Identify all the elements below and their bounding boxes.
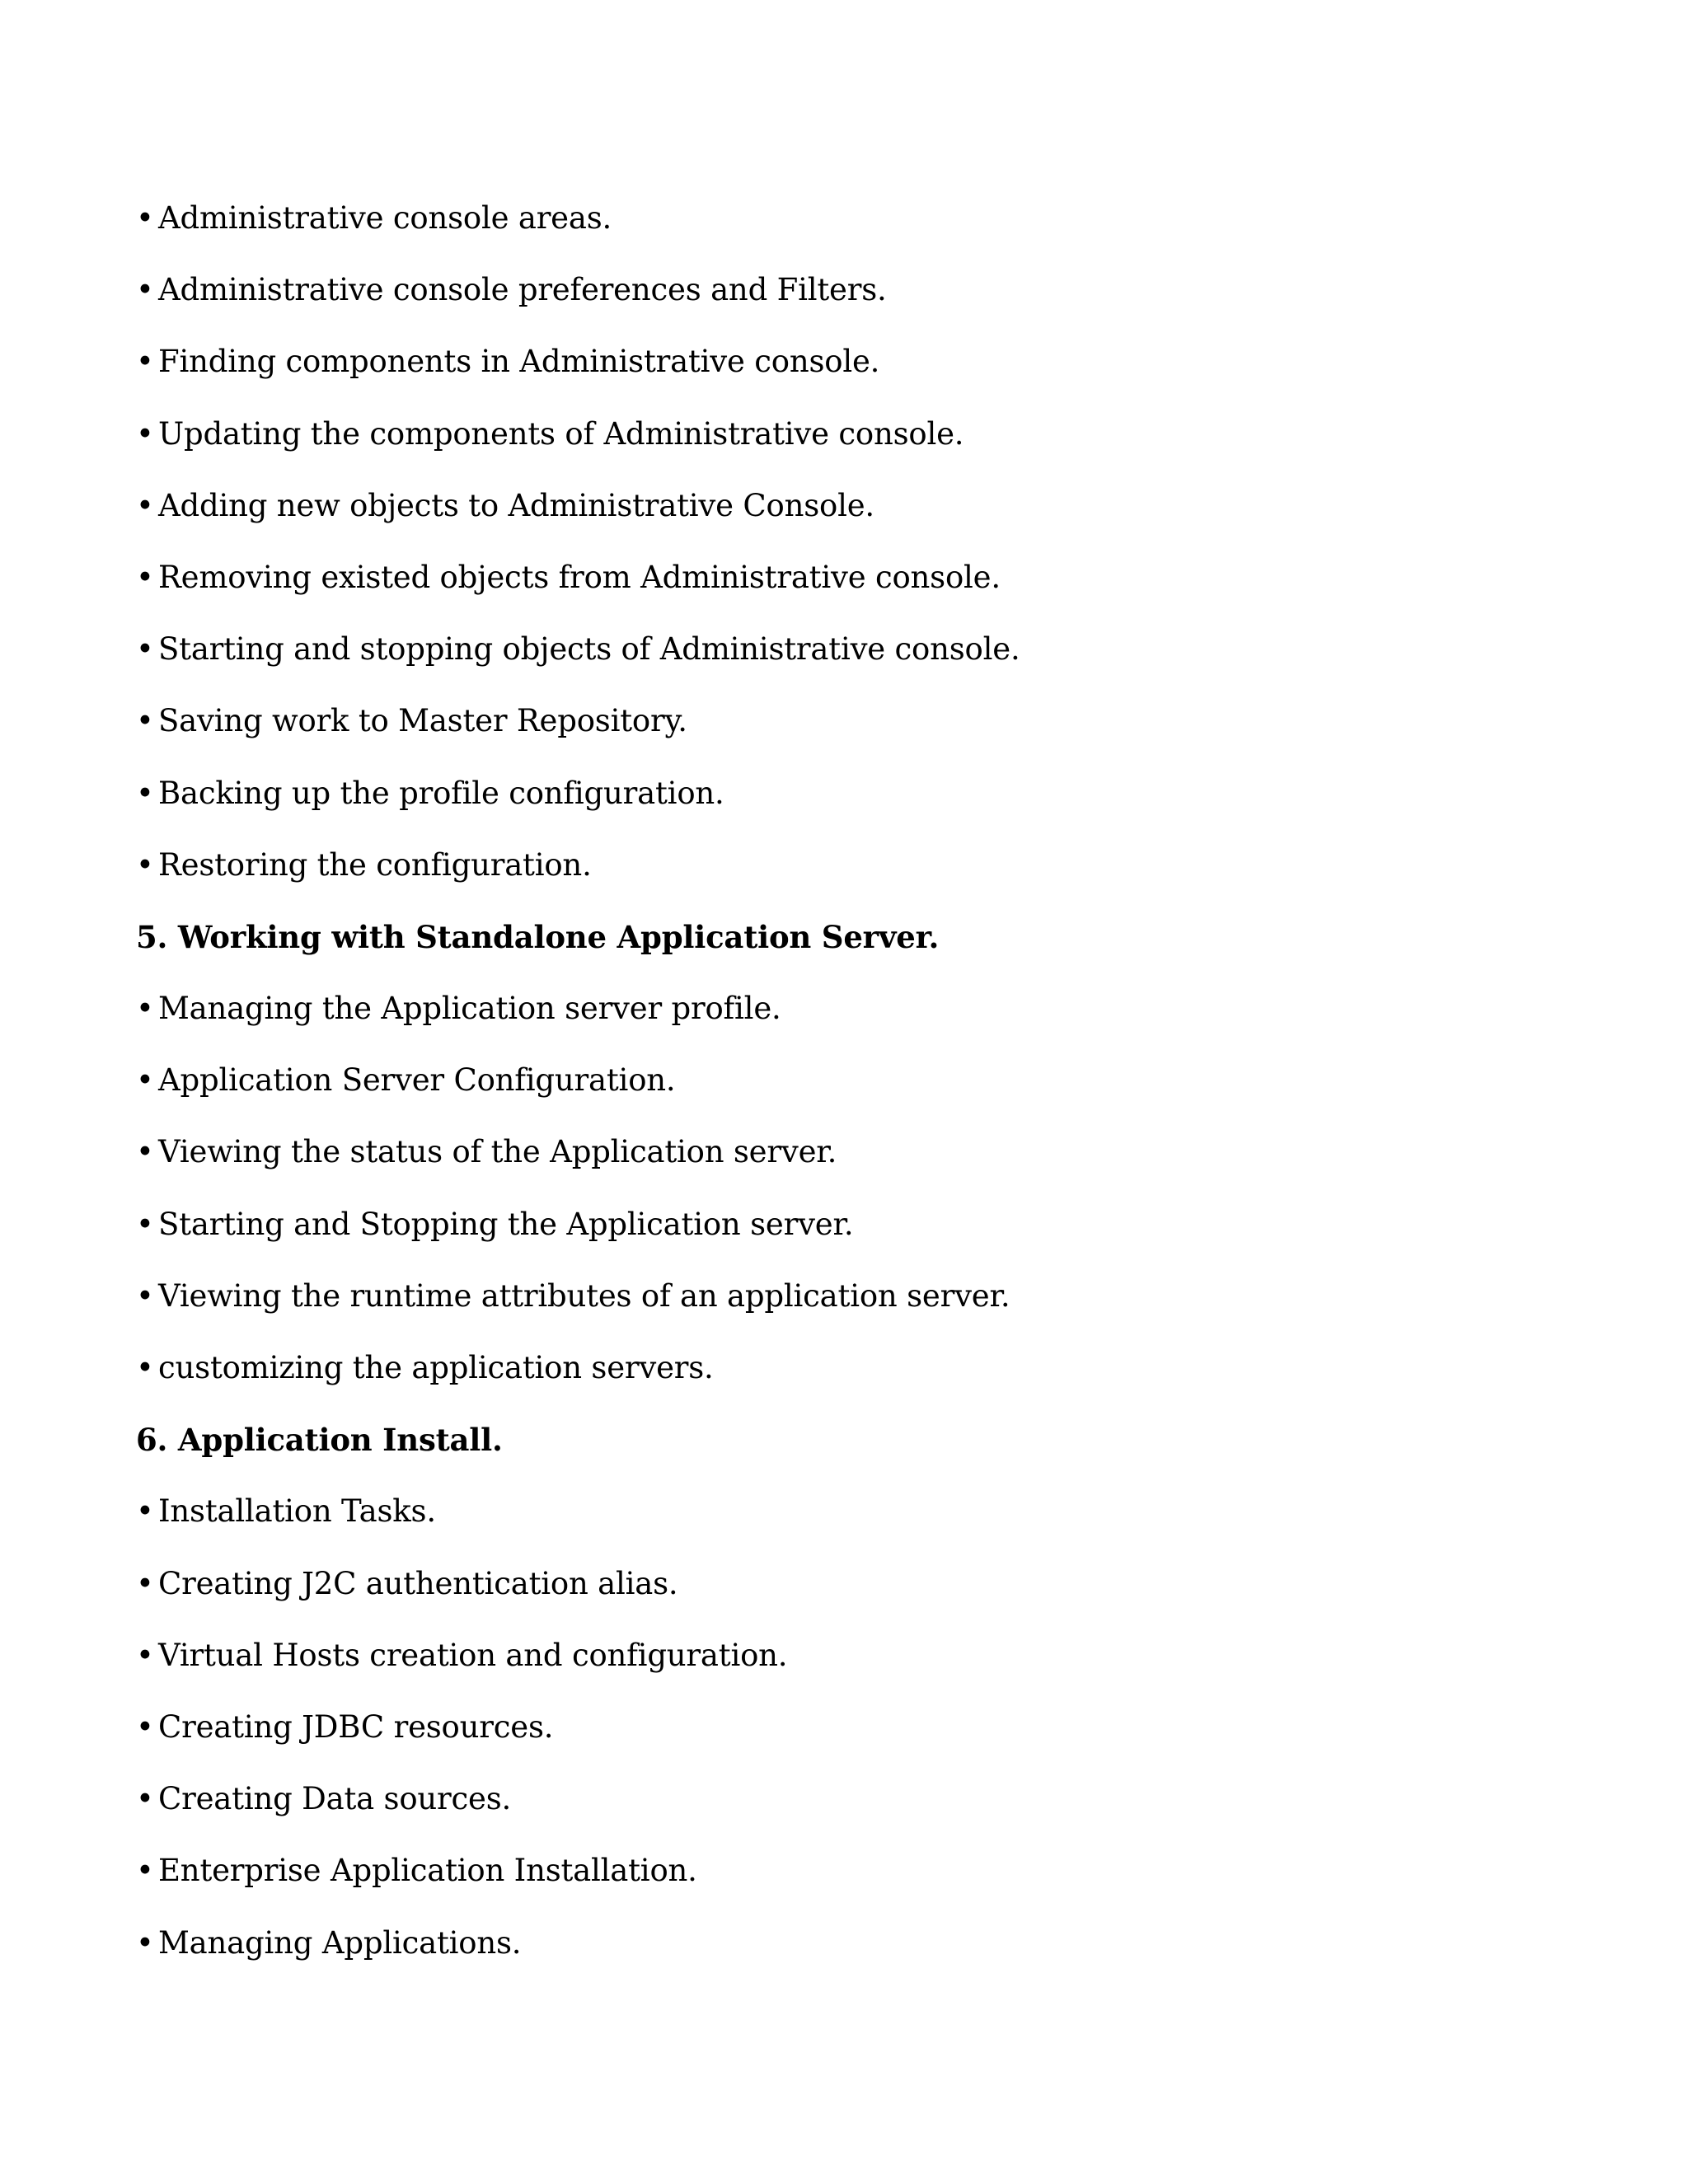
section-heading: 6. Application Install. [136, 1422, 503, 1459]
list-item [136, 625, 1537, 696]
list-item [136, 1343, 1537, 1415]
list-item-text: Restoring the configuration. [158, 846, 592, 883]
list-item-text: Finding components in Administrative console. [158, 344, 880, 380]
list-item [136, 1200, 1537, 1272]
list-item-text: Viewing the runtime attributes of an application server. [158, 1277, 1010, 1314]
list-item [136, 410, 1537, 481]
bullet: • [136, 1708, 154, 1745]
list-item [136, 984, 1537, 1056]
bullet: • [136, 1134, 154, 1170]
bullet: • [136, 1781, 154, 1817]
bullet: • [136, 846, 154, 883]
list-item-text: Enterprise Application Installation. [158, 1853, 697, 1889]
bullet: • [136, 1493, 154, 1530]
bullet: • [136, 1924, 154, 1961]
bullet: • [136, 200, 154, 236]
list-item [136, 1703, 1537, 1774]
list-item [136, 1774, 1537, 1846]
bullet: • [136, 1206, 154, 1242]
bullet: • [136, 344, 154, 380]
bullet: • [136, 991, 154, 1027]
list-item-text: Virtual Hosts creation and configuration. [158, 1637, 788, 1673]
list-item [136, 481, 1537, 553]
list-item [136, 194, 1537, 265]
bullet: • [136, 703, 154, 739]
bullet: • [136, 487, 154, 523]
bullet: • [136, 631, 154, 668]
list-item [136, 1559, 1537, 1631]
list-item-text: Creating J2C authentication alias. [158, 1565, 678, 1601]
document-body [136, 194, 1537, 1990]
list-item-text: Administrative console preferences and Filters. [158, 272, 887, 308]
bullet: • [136, 1277, 154, 1314]
list-item-text: Removing existed objects from Administrative console. [158, 559, 1001, 595]
list-item [136, 1056, 1537, 1127]
list-item-text: Updating the components of Administrative console. [158, 415, 964, 452]
list-item-text: Creating Data sources. [158, 1781, 512, 1817]
section-heading: 5. Working with Standalone Application Server. [136, 918, 940, 955]
list-item [136, 1846, 1537, 1918]
list-item-text: Viewing the status of the Application server. [158, 1134, 837, 1170]
list-item-text: Starting and stopping objects of Administrative console. [158, 631, 1020, 668]
bullet: • [136, 1565, 154, 1601]
list-item-text: Backing up the profile configuration. [158, 775, 724, 811]
list-item [136, 553, 1537, 625]
list-item-text: Installation Tasks. [158, 1493, 436, 1530]
list-item [136, 1631, 1537, 1703]
list-item-text: Starting and Stopping the Application server. [158, 1206, 854, 1242]
list-item-text: Creating JDBC resources. [158, 1708, 554, 1745]
bullet: • [136, 415, 154, 452]
list-item-text: Managing Applications. [158, 1924, 522, 1961]
list-item-text: Saving work to Master Repository. [158, 703, 687, 739]
list-item-text: Adding new objects to Administrative Console. [158, 487, 874, 523]
list-item [136, 1487, 1537, 1558]
list-item [136, 696, 1537, 768]
list-item [136, 841, 1537, 912]
list-item-text: Administrative console areas. [158, 200, 612, 236]
list-item [136, 1127, 1537, 1199]
bullet: • [136, 1853, 154, 1889]
list-item [136, 1272, 1537, 1343]
list-item-text: customizing the application servers. [158, 1350, 714, 1385]
list-item [136, 1919, 1537, 1990]
list-item [136, 337, 1537, 409]
list-item [136, 265, 1537, 337]
bullet: • [136, 1350, 154, 1385]
bullet: • [136, 1637, 154, 1673]
list-item-text: Managing the Application server profile. [158, 991, 781, 1027]
bullet: • [136, 559, 154, 595]
bullet: • [136, 1062, 154, 1099]
list-item-text: Application Server Configuration. [158, 1062, 676, 1099]
bullet: • [136, 775, 154, 811]
list-item [136, 769, 1537, 841]
bullet: • [136, 272, 154, 308]
